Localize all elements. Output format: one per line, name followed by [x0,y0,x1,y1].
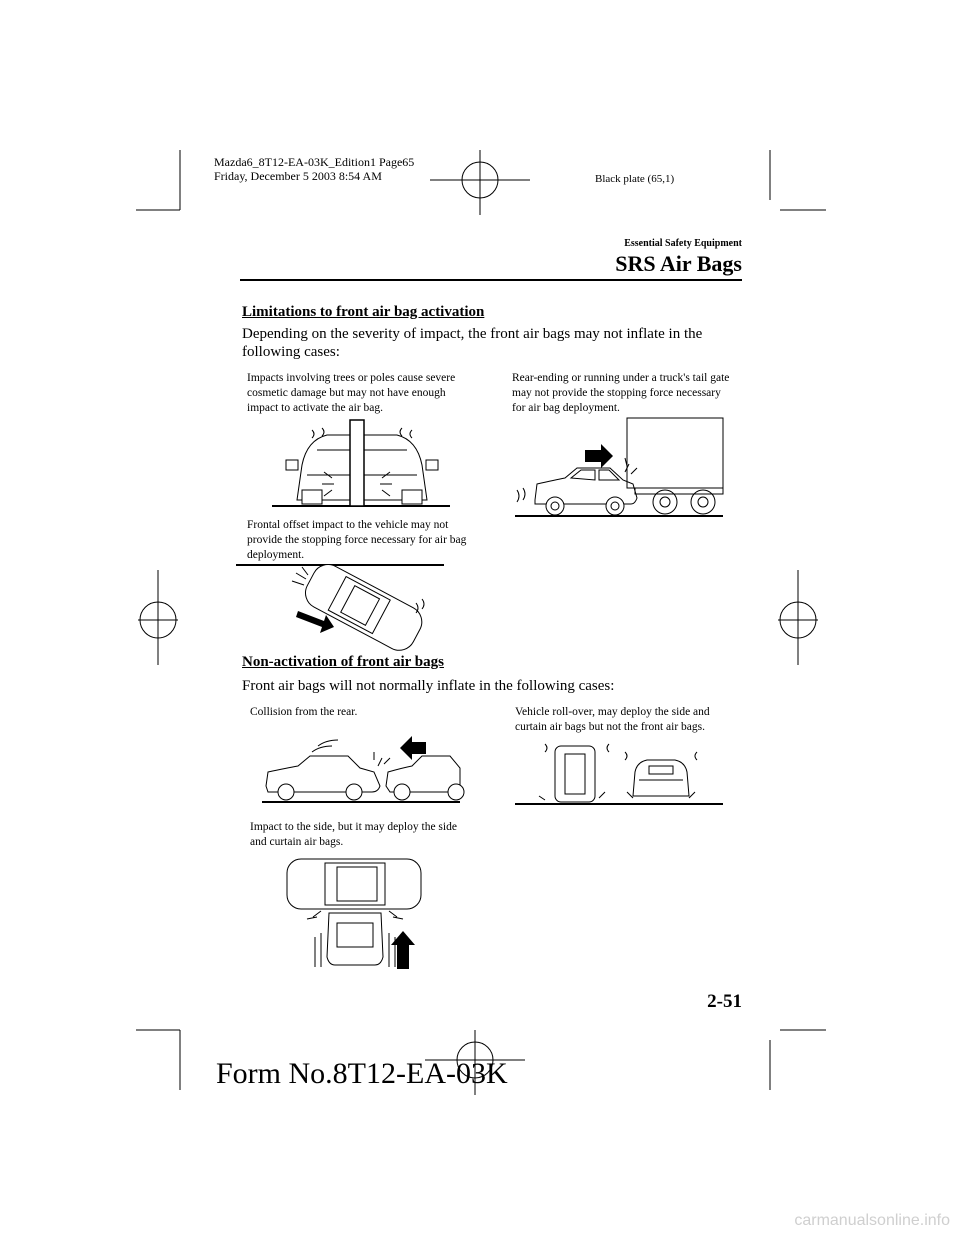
illustration-rear-collision [262,730,462,805]
illustration-offset-impact [236,563,446,653]
nonactivation-heading: Non-activation of front air bags [242,654,444,670]
limitations-heading: Limitations to front air bag activation [242,304,485,320]
registration-mark-top [430,150,530,215]
caption-offset: Frontal offset impact to the vehicle may not provide the stopping force necessary for air bag deployment. [247,519,467,561]
watermark-site: carmanualsonline.info [794,1212,950,1229]
limitations-intro: Depending on the severity of impact, the front air bags may not inflate in the following cases: [242,326,703,360]
illustration-pole-impact [272,420,452,520]
file-date: Friday, December 5 2003 8:54 AM [214,169,382,183]
section-title: SRS Air Bags [615,251,742,276]
header-rule [240,279,742,281]
caption-truck: Rear-ending or running under a truck's tail gate may not provide the stopping force necessary for air bag deployment. [512,372,730,414]
caption-side: Impact to the side, but it may deploy the side and curtain air bags. [250,821,457,848]
caption-rollover: Vehicle roll-over, may deploy the side and curtain air bags but not the front air bags. [515,706,710,733]
caption-rear: Collision from the rear. [250,706,358,718]
illustration-rollover [515,742,725,807]
page-number: 2-51 [707,991,742,1012]
registration-mark-left [138,570,178,665]
illustration-side-impact [285,857,435,972]
nonactivation-intro: Front air bags will not normally inflate in the following cases: [242,678,615,694]
plate-label: Black plate (65,1) [595,173,675,185]
illustration-truck-underride [515,418,725,528]
caption-trees: Impacts involving trees or poles cause severe cosmetic damage but may not have enough impact to activate the air bag. [247,372,456,414]
form-number: Form No.8T12-EA-03K [216,1057,508,1090]
section-title-small: Essential Safety Equipment [624,238,742,249]
file-info: Mazda6_8T12-EA-03K_Edition1 Page65 [214,155,415,169]
registration-mark-right [778,570,818,665]
